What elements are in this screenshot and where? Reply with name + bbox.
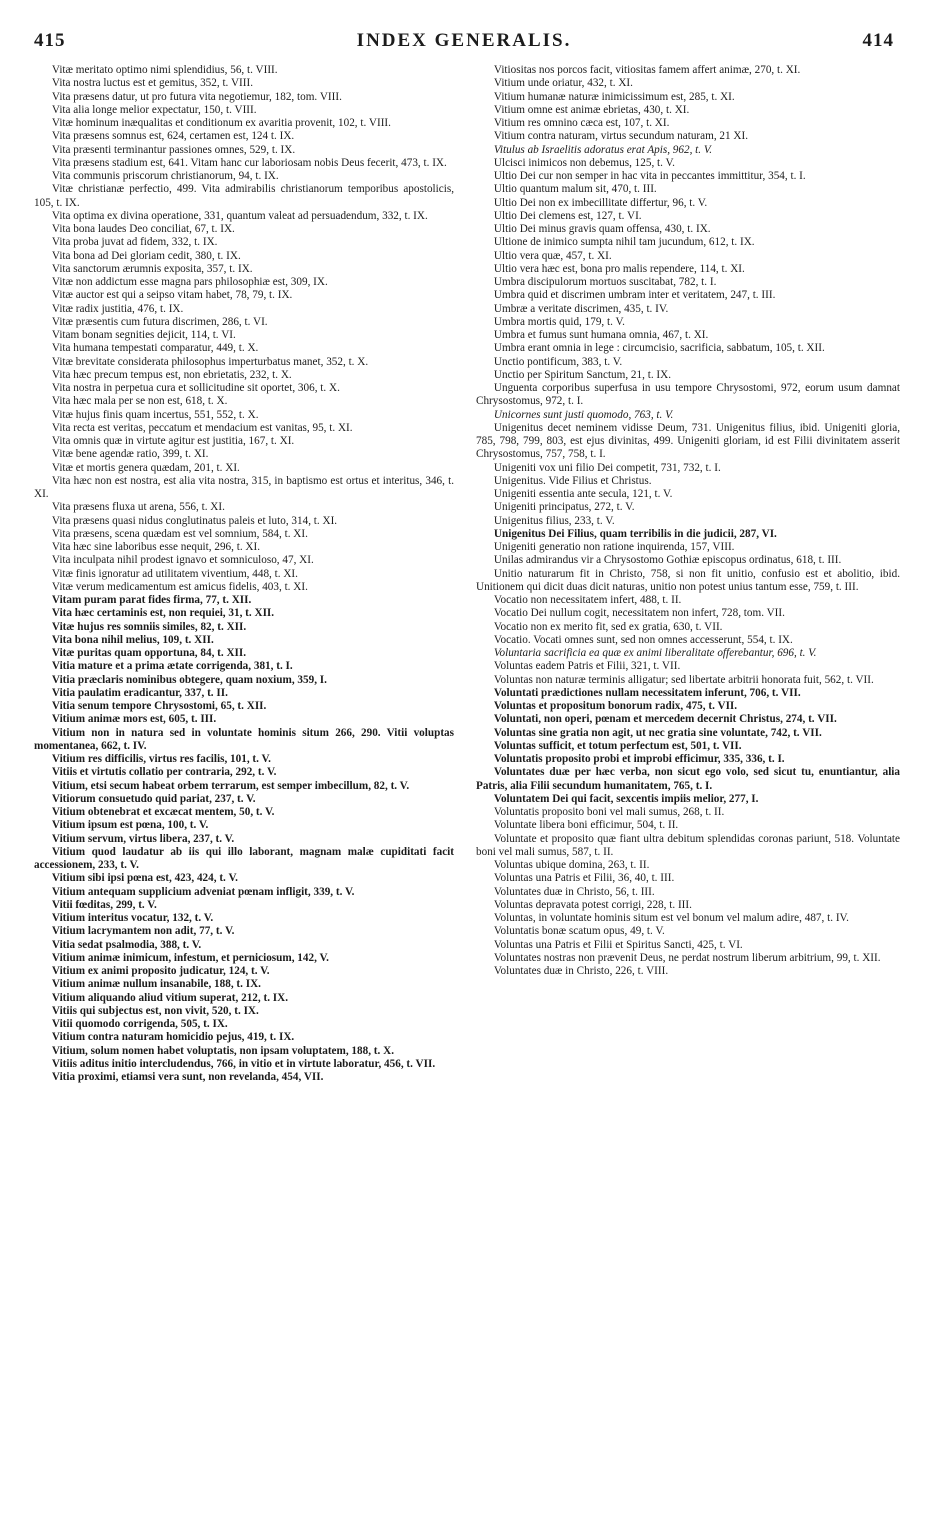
index-entry: Vitium antequam supplicium adveniat pœnam infligit, 339, t. V. <box>51 885 355 898</box>
index-entry: Vitium ex animi proposito judicatur, 124, t. V. <box>51 965 270 977</box>
index-entry: Ultione de inimico sumpta nihil tam jucundum, 612, t. IX. <box>493 236 755 249</box>
index-entry: Unigeniti generatio non ratione inquirenda, 157, VIII. <box>493 541 735 553</box>
index-entry: Vita præsens fluxa ut arena, 556, t. XI. <box>51 501 225 514</box>
page-number-right: 414 <box>862 30 894 51</box>
index-entry: Unguenta corporibus superfusa in usu tempore Chrysostomi, 972, eorum usum damnat Chrysostomus, 972, t. I. <box>476 382 900 408</box>
index-entry: Unigenitus. Vide Filius et Christus. <box>493 474 652 487</box>
index-entry: Voluntatis proposito probi et improbi efficimur, 335, 336, t. I. <box>493 753 785 765</box>
index-entry: Voluntas non naturæ terminis alligatur; sed libertate arbitrii honorata fuit, 562, t. VII. <box>493 673 874 686</box>
index-entry: Voluntates duæ per hæc verba, non sicut ego volo, sed sicut tu, enuntiantur, alia Patris, alia Filii secundum humanitatem, 765, t. I. <box>476 766 900 792</box>
index-entry: Voluntatis bonæ scatum opus, 49, t. V. <box>493 925 665 938</box>
index-entry: Vitia præclaris nominibus obtegere, quam noxium, 359, I. <box>51 673 327 686</box>
index-entry: Umbra mortis quid, 179, t. V. <box>493 315 625 328</box>
index-entry: Umbræ a veritate discrimen, 435, t. IV. <box>493 302 669 315</box>
index-entry: Vita alia longe melior expectatur, 150, t. VIII. <box>51 103 257 116</box>
index-entry: Vita humana tempestati comparatur, 449, t. X. <box>51 342 259 355</box>
index-entry: Vitiositas nos porcos facit, vitiositas famem affert animæ, 270, t. XI. <box>493 64 801 76</box>
index-entry: Vitulus ab Israelitis adoratus erat Apis, 962, t. V. <box>493 143 713 156</box>
index-entry: Voluntas ubique domina, 263, t. II. <box>493 859 650 871</box>
index-entry: Ultio Dei non ex imbecillitate differtur, 96, t. V. <box>493 196 708 209</box>
index-entry: Voluntate libera boni efficimur, 504, t. II. <box>493 819 679 832</box>
index-entry: Vitæ finis ignoratur ad utilitatem viventium, 448, t. XI. <box>51 567 298 580</box>
index-entry: Vita hæc precum tempus est, non ebrietatis, 232, t. X. <box>51 368 292 381</box>
index-entry: Voluntates nostras non prævenit Deus, ne perdat nostrum liberum arbitrium, 99, t. XII. <box>493 951 881 964</box>
index-entry: Vitium animæ nullum insanabile, 188, t. IX. <box>51 978 261 991</box>
index-entry: Vitium sibi ipsi pœna est, 423, 424, t. V. <box>51 872 238 885</box>
index-entry: Voluntas una Patris et Filii, 36, 40, t. III. <box>493 872 675 885</box>
index-entry: Voluntates duæ in Christo, 56, t. III. <box>493 885 655 898</box>
left-index-column <box>34 64 454 1084</box>
index-entry: Vita præsens datur, ut pro futura vita negotiemur, 182, tom. VIII. <box>51 90 342 103</box>
index-entry: Vitæ brevitate considerata philosophus imperturbatus manet, 352, t. X. <box>51 355 369 368</box>
index-entry: Voluntas sine gratia non agit, ut nec gratia sine voluntate, 742, t. VII. <box>493 726 822 739</box>
index-entry: Vitium lacrymantem non adit, 77, t. V. <box>51 925 235 938</box>
index-entry: Voluntati prædictiones nullam necessitatem inferunt, 706, t. VII. <box>493 686 801 699</box>
index-entry: Vitia mature et a prima ætate corrigenda, 381, t. I. <box>51 660 293 673</box>
index-entry: Vocatio Dei nullum cogit, necessitatem non infert, 728, tom. VII. <box>493 607 785 620</box>
index-entry: Vitium ipsum est pœna, 100, t. V. <box>51 819 209 832</box>
index-entry: Vitium contra naturam, virtus secundum naturam, 21 XI. <box>493 130 749 143</box>
index-entry: Vitium res omnino cæca est, 107, t. XI. <box>493 117 670 129</box>
index-entry: Vitæ bene agendæ ratio, 399, t. XI. <box>51 448 209 461</box>
index-entry: Voluntates duæ in Christo, 226, t. VIII. <box>493 965 669 977</box>
index-entry: Unctio pontificum, 383, t. V. <box>493 355 623 368</box>
index-entry: Vitæ hujus finis quam incertus, 551, 552, t. X. <box>51 408 259 421</box>
index-entry: Ultio Dei cur non semper in hac vita in peccantes immittitur, 354, t. I. <box>493 170 806 182</box>
running-title: INDEX GENERALIS. <box>356 30 572 51</box>
index-entry: Voluntas eadem Patris et Filii, 321, t. VII. <box>493 660 681 673</box>
index-entry: Vitii fœditas, 299, t. V. <box>51 898 157 911</box>
index-entry: Vitæ hominum inæqualitas et conditionum ex avaritia provenit, 102, t. VIII. <box>51 117 391 129</box>
index-entry: Vita bona ad Dei gloriam cedit, 380, t. IX. <box>51 249 241 262</box>
index-entry: Unigenitus decet neminem vidisse Deum, 731. Unigenitus filius, ibid. Unigeniti gloria, 785, 798, 799, 803, est ejus divinitas, 499. Unigeniti gloriam, id est Filii divinitatem asserit Chrysostomus, 757, 758, t. I. <box>476 421 900 461</box>
index-entry: Unigeniti essentia ante secula, 121, t. V. <box>493 488 673 500</box>
index-entry: Vita inculpata nihil prodest ignavo et somniculoso, 47, XI. <box>51 554 314 567</box>
index-entry: Vitium aliquando aliud vitium superat, 212, t. IX. <box>51 991 289 1004</box>
index-entry: Vita nostra in perpetua cura et sollicitudine sit oportet, 306, t. X. <box>51 382 340 394</box>
index-entry: Vita communis priscorum christianorum, 94, t. IX. <box>51 170 279 182</box>
index-entry: Vitam puram parat fides firma, 77, t. XII. <box>51 594 252 606</box>
index-entry: Umbra et fumus sunt humana omnia, 467, t. XI. <box>493 329 709 341</box>
index-entry: Ultio quantum malum sit, 470, t. III. <box>493 183 657 196</box>
index-entry: Vita bona nihil melius, 109, t. XII. <box>51 633 214 646</box>
index-entry: Vitia proximi, etiamsi vera sunt, non revelanda, 454, VII. <box>51 1071 324 1083</box>
index-entry: Vita optima ex divina operatione, 331, quantum valeat ad persuadendum, 332, t. IX. <box>51 209 428 222</box>
index-entry: Unigenitus Dei Filius, quam terribilis in die judicii, 287, VI. <box>493 527 777 540</box>
index-entry: Vita omnis quæ in virtute agitur est justitia, 167, t. XI. <box>51 435 295 447</box>
index-entry: Vitæ verum medicamentum est amicus fidelis, 403, t. XI. <box>51 580 308 593</box>
index-entry: Vitiis aditus initio intercludendus, 766, in vitio et in virtute laboratur, 456, t. VII. <box>51 1057 436 1070</box>
index-entry: Vita hæc non est nostra, est alia vita nostra, 315, in baptismo est ortus et interitus, 346, t. XI. <box>34 474 454 500</box>
page-number-left: 415 <box>34 30 66 51</box>
index-entry: Umbra quid et discrimen umbram inter et veritatem, 247, t. III. <box>493 289 776 302</box>
index-entry: Voluntati, non operi, pœnam et mercedem decernit Christus, 274, t. VII. <box>493 713 837 726</box>
index-entry: Vita præsens somnus est, 624, certamen est, 124 t. IX. <box>51 130 295 143</box>
index-entry: Vitium res difficilis, virtus res facilis, 101, t. V. <box>51 753 271 765</box>
index-entry: Voluntatis proposito boni vel mali sumus, 268, t. II. <box>493 806 725 818</box>
index-entry: Unigenitus filius, 233, t. V. <box>493 514 615 527</box>
index-entry: Vitiorum consuetudo quid pariat, 237, t. V. <box>51 792 256 805</box>
index-entry: Vitium animæ mors est, 605, t. III. <box>51 713 217 726</box>
index-entry: Voluntas, in voluntate hominis situm est vel bonum vel malum adire, 487, t. IV. <box>493 912 849 924</box>
index-entry: Vitæ præsentis cum futura discrimen, 286, t. VI. <box>51 315 268 328</box>
index-entry: Vita hæc mala per se non est, 618, t. X. <box>51 395 228 408</box>
index-entry: Vocatio non necessitatem infert, 488, t. II. <box>493 594 682 606</box>
index-entry: Unctio per Spiritum Sanctum, 21, t. IX. <box>493 368 672 381</box>
index-entry: Unilas admirandus vir a Chrysostomo Gothiæ episcopus ordinatus, 618, t. III. <box>493 554 842 567</box>
index-entry: Vitium non in natura sed in voluntate hominis situm 266, 290. Vitii voluptas momentanea, 662, t. IV. <box>34 726 454 752</box>
index-entry: Vitæ meritato optimo nimi splendidius, 56, t. VIII. <box>51 64 278 76</box>
index-entry: Vitia paulatim eradicantur, 337, t. II. <box>51 686 228 699</box>
index-entry: Vita hæc certaminis est, non requiei, 31, t. XII. <box>51 607 275 620</box>
index-entry: Voluntas una Patris et Filii et Spiritus Sancti, 425, t. VI. <box>493 938 743 951</box>
index-entry: Vitia senum tempore Chrysostomi, 65, t. XII. <box>51 700 267 712</box>
index-entry: Vita recta est veritas, peccatum et mendacium est vanitas, 95, t. XI. <box>51 421 353 434</box>
index-entry: Voluntate et proposito quæ fiant ultra debitum splendidas coronas pariunt, 518. Voluntate boni vel mali sumus, 587, t. II. <box>476 832 900 858</box>
index-entry: Vitium, solum nomen habet voluptatis, non ipsam voluptatem, 188, t. X. <box>51 1044 394 1057</box>
index-entry: Unicornes sunt justi quomodo, 763, t. V. <box>493 408 674 421</box>
index-entry: Vitium contra naturam homicidio pejus, 419, t. IX. <box>51 1031 295 1044</box>
index-entry: Vitium interitus vocatur, 132, t. V. <box>51 912 214 924</box>
index-entry: Vitiis qui subjectus est, non vivit, 520, t. IX. <box>51 1004 259 1017</box>
index-entry: Ultio Dei clemens est, 127, t. VI. <box>493 209 642 222</box>
index-entry: Vocatio non ex merito fit, sed ex gratia, 630, t. VII. <box>493 620 723 633</box>
index-entry: Vita sanctorum ærumnis exposita, 357, t. IX. <box>51 262 253 275</box>
index-entry: Vitæ et mortis genera quædam, 201, t. XI. <box>51 461 240 474</box>
index-entry: Vitiis et virtutis collatio per contraria, 292, t. V. <box>51 766 277 779</box>
index-entry: Vitæ radix justitia, 476, t. IX. <box>51 302 184 315</box>
index-entry: Ulcisci inimicos non debemus, 125, t. V. <box>493 156 675 169</box>
index-entry: Vitæ auctor est qui a seipso vitam habet, 78, 79, t. IX. <box>51 289 293 302</box>
index-entry: Vita præsens, scena quædam est vel somnium, 584, t. XI. <box>51 527 308 540</box>
index-entry: Vita præsenti terminantur passiones omnes, 529, t. IX. <box>51 143 296 156</box>
index-entry: Voluntas sufficit, et totum perfectum est, 501, t. VII. <box>493 739 742 752</box>
index-entry: Vitium omne est animæ ebrietas, 430, t. XI. <box>493 103 690 116</box>
index-entry: Unitio naturarum fit in Christo, 758, si non fit unitio, confusio est et abolitio, ibid. Unitionem qui dicit duas dicit naturas, unitio non potest unius tantum esse, 759, t. III. <box>476 567 900 593</box>
index-entry: Voluntaria sacrificia ea quæ ex animi liberalitate offerebantur, 696, t. V. <box>493 647 817 659</box>
index-entry: Vitium servum, virtus libera, 237, t. V. <box>51 832 235 845</box>
index-entry: Vitium, etsi secum habeat orbem terrarum, est semper imbecillum, 82, t. V. <box>51 779 410 792</box>
index-entry: Vitæ hujus res somniis similes, 82, t. XII. <box>51 620 247 633</box>
index-entry: Vita proba juvat ad fidem, 332, t. IX. <box>51 236 218 249</box>
index-entry: Ultio Dei minus gravis quam offensa, 430, t. IX. <box>493 223 711 235</box>
index-entry: Voluntas et propositum bonorum radix, 475, t. VII. <box>493 700 738 712</box>
index-entry: Vitæ puritas quam opportuna, 84, t. XII. <box>51 647 247 659</box>
index-entry: Vita bona laudes Deo conciliat, 67, t. IX. <box>51 223 235 235</box>
index-entry: Unigeniti vox uni filio Dei competit, 731, 732, t. I. <box>493 461 721 474</box>
index-entry: Vitium humanæ naturæ inimicissimum est, 285, t. XI. <box>493 90 735 103</box>
index-entry: Voluntas depravata potest corrigi, 228, t. III. <box>493 898 692 911</box>
running-header <box>34 30 894 54</box>
index-entry: Vitium quod laudatur ab iis qui illo laborant, magnam malæ cupiditati facit accessionem, 233, t. V. <box>34 845 454 871</box>
index-entry: Umbra erant omnia in lege : circumcisio, sacrificia, sabbatum, 105, t. XII. <box>493 342 825 355</box>
index-entry: Vitium obtenebrat et excæcat mentem, 50, t. V. <box>51 806 275 818</box>
index-entry: Vitium unde oriatur, 432, t. XI. <box>493 77 633 90</box>
index-entry: Voluntatem Dei qui facit, sexcentis impiis melior, 277, I. <box>493 792 759 805</box>
index-entry: Vitium animæ inimicum, infestum, et perniciosum, 142, V. <box>51 951 329 964</box>
right-index-column <box>476 64 900 978</box>
index-entry: Vitam bonam segnities dejicit, 114, t. VI. <box>51 329 236 341</box>
index-entry: Ultio vera hæc est, bona pro malis rependere, 114, t. XI. <box>493 262 745 275</box>
index-entry: Vitia sedat psalmodia, 388, t. V. <box>51 938 202 951</box>
index-entry: Vita præsens stadium est, 641. Vitam hanc cur laboriosam nobis Deus fecerit, 473, t. IX. <box>51 156 447 169</box>
index-entry: Vitæ christianæ perfectio, 499. Vita admirabilis christianorum temporibus apostolicis, 105, t. IX. <box>34 183 454 209</box>
index-entry: Vita nostra luctus est et gemitus, 352, t. VIII. <box>51 77 253 90</box>
index-entry: Vocatio. Vocati omnes sunt, sed non omnes accesserunt, 554, t. IX. <box>493 633 793 646</box>
index-entry: Ultio vera quæ, 457, t. XI. <box>493 249 612 262</box>
index-entry: Vitæ non addictum esse magna pars philosophiæ est, 309, IX. <box>51 276 328 288</box>
index-entry: Vitii quomodo corrigenda, 505, t. IX. <box>51 1018 228 1030</box>
index-entry: Unigeniti principatus, 272, t. V. <box>493 501 635 514</box>
index-entry: Vita præsens quasi nidus conglutinatus paleis et luto, 314, t. XI. <box>51 514 338 527</box>
index-entry: Umbra discipulorum mortuos suscitabat, 782, t. I. <box>493 276 717 288</box>
index-entry: Vita hæc sine laboribus esse nequit, 296, t. XI. <box>51 541 261 553</box>
